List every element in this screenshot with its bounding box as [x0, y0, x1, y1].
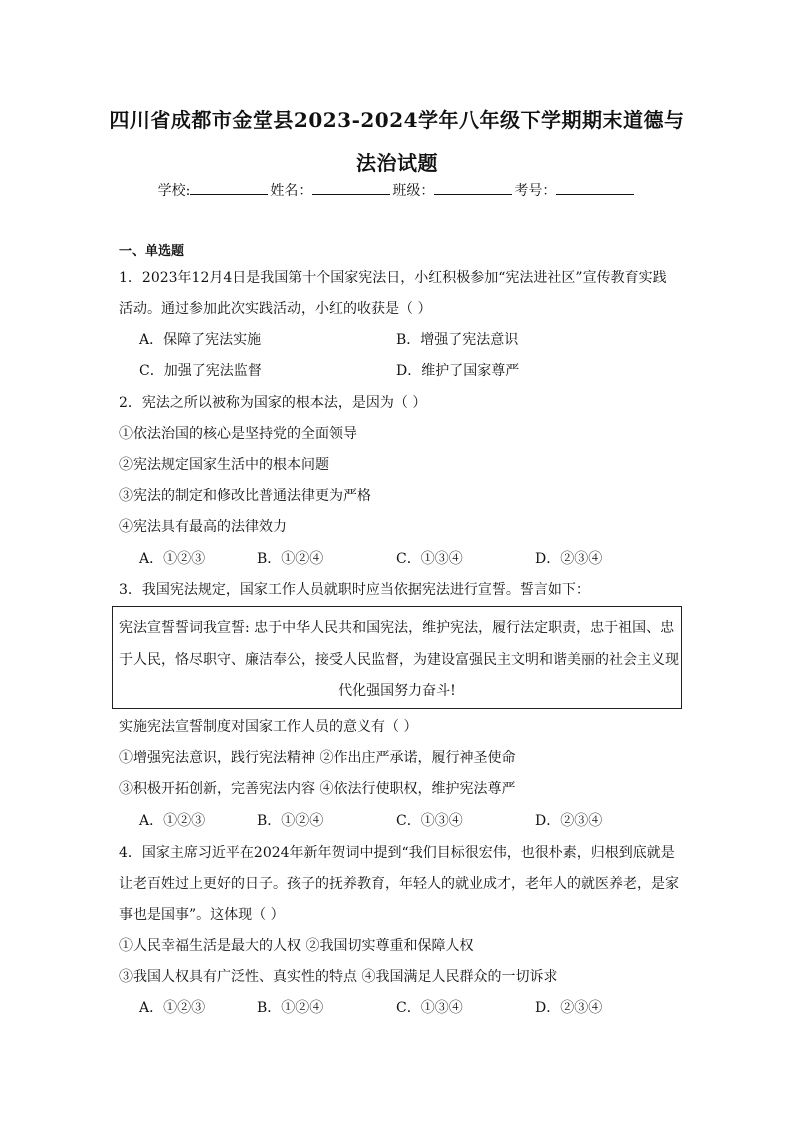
q4-option-b[interactable]: B．①②④ [257, 1000, 324, 1016]
section-heading: 一、单选题 [119, 244, 185, 259]
q3-question: 实施宪法宣誓制度对国家工作人员的意义有（ ） [119, 719, 418, 735]
q3-items-row2: ③积极开拓创新，完善宪法内容 ④依法行使职权，维护宪法尊严 [119, 781, 516, 797]
q4-option-a[interactable]: A．①②③ [139, 1000, 206, 1016]
q3-option-d[interactable]: D．②③④ [535, 813, 603, 829]
q4-option-d[interactable]: D．②③④ [535, 1000, 603, 1016]
oath-line2: 于人民，恪尽职守、廉洁奉公，接受人民监督，为建设富强民主文明和谐美丽的社会主义现 [119, 652, 679, 668]
q4-items-row2: ③我国人权具有广泛性、真实性的特点 ④我国满足人民群众的一切诉求 [119, 969, 558, 985]
q2-option-a[interactable]: A．①②③ [139, 551, 206, 567]
q3-option-a[interactable]: A．①②③ [139, 813, 206, 829]
oath-line3: 代化强国努力奋斗! [338, 683, 456, 699]
q4-option-c[interactable]: C．①③④ [396, 1000, 463, 1016]
q2-item-2: ②宪法规定国家生活中的根本问题 [119, 457, 329, 473]
q1-option-d[interactable]: D．维护了国家尊严 [396, 363, 520, 379]
q3-option-c[interactable]: C．①③④ [396, 813, 463, 829]
class-blank[interactable] [434, 182, 512, 195]
q1-option-a[interactable]: A．保障了宪法实施 [139, 332, 262, 348]
class-label: 班级： [392, 183, 435, 199]
q2-option-c[interactable]: C．①③④ [396, 551, 463, 567]
name-blank[interactable] [312, 182, 390, 195]
q3-option-b[interactable]: B．①②④ [257, 813, 324, 829]
exam-no-label: 考号： [514, 183, 557, 199]
exam-no-blank[interactable] [556, 182, 634, 195]
page-title-line2: 法治试题 [356, 151, 438, 175]
oath-line1: 宪法宣誓誓词我宣誓: 忠于中华人民共和国宪法，维护宪法，履行法定职责，忠于祖国、忠 [119, 620, 675, 636]
q3-stem: 3．我国宪法规定，国家工作人员就职时应当依据宪法进行宣誓。誓言如下： [119, 582, 590, 598]
q2-option-d[interactable]: D．②③④ [535, 551, 603, 567]
q1-stem-line2: 活动。通过参加此次实践活动，小红的收获是（ ） [119, 301, 432, 317]
q2-stem: 2．宪法之所以被称为国家的根本法，是因为（ ） [119, 395, 427, 411]
school-blank[interactable] [190, 182, 268, 195]
q4-stem-line1: 4．国家主席习近平在2024年新年贺词中提到“我们目标很宏伟，也很朴素，归根到底就是 [119, 845, 675, 861]
q4-items-row1: ①人民幸福生活是最大的人权 ②我国切实尊重和保障人权 [119, 938, 474, 954]
q3-items-row1: ①增强宪法意识，践行宪法精神 ②作出庄严承诺，履行神圣使命 [119, 750, 516, 766]
oath-box [112, 606, 682, 709]
q2-item-3: ③宪法的制定和修改比普通法律更为严格 [119, 488, 371, 504]
q1-option-c[interactable]: C．加强了宪法监督 [139, 363, 262, 379]
q1-stem-line1: 1．2023年12月4日是我国第十个国家宪法日，小红积极参加“宪法进社区”宣传教育实践 [119, 270, 667, 286]
student-info-row [0, 180, 794, 200]
q2-item-4: ④宪法具有最高的法律效力 [119, 519, 287, 535]
q4-stem-line2: 让老百姓过上更好的日子。孩子的抚养教育，年轻人的就业成才，老年人的就医养老，是家 [119, 876, 679, 892]
school-label: 学校: [157, 183, 191, 199]
name-label: 姓名： [270, 183, 313, 199]
q2-item-1: ①依法治国的核心是坚持党的全面领导 [119, 426, 357, 442]
page-title-line1: 四川省成都市金堂县2023-2024学年八年级下学期期末道德与 [109, 108, 685, 132]
q2-option-b[interactable]: B．①②④ [257, 551, 324, 567]
q4-stem-line3: 事也是国事”。这体现（ ） [119, 907, 285, 923]
q1-option-b[interactable]: B．增强了宪法意识 [396, 332, 519, 348]
